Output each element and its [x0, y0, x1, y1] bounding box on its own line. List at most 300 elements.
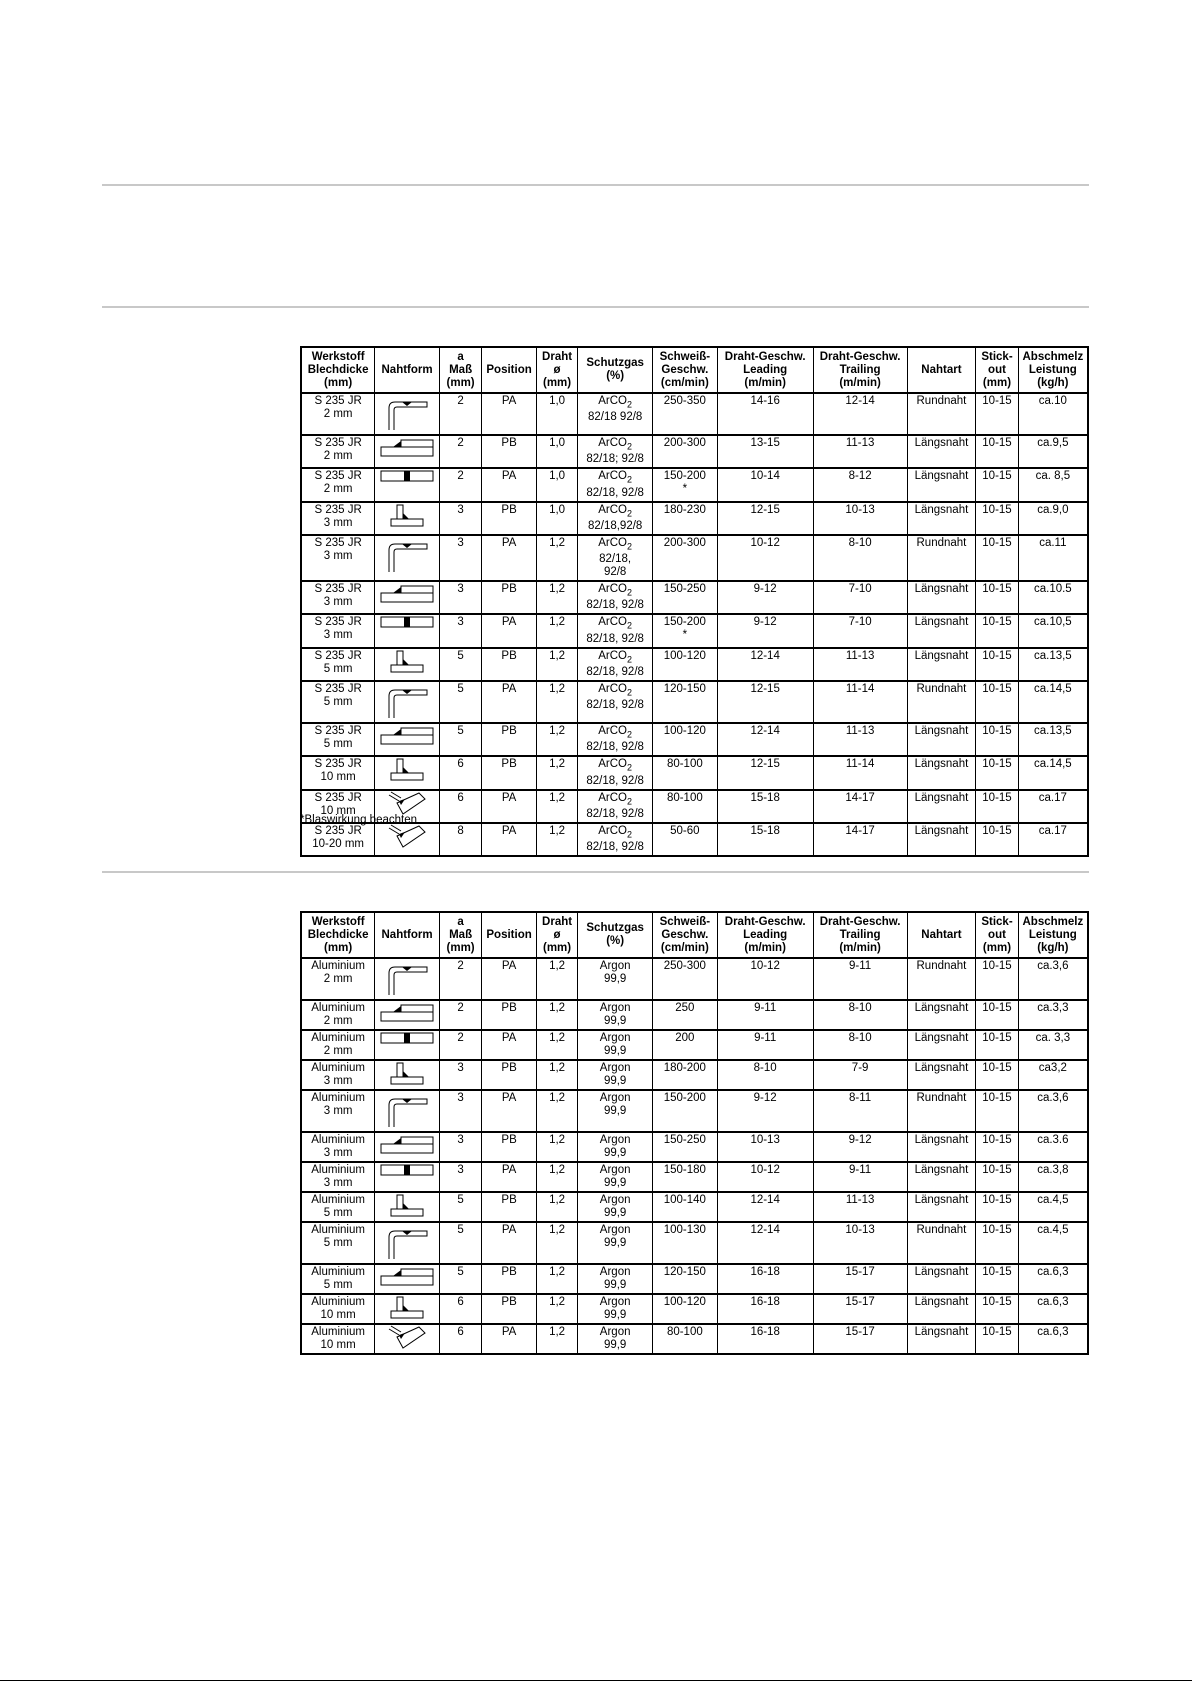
- cell-weld-speed: 150-250: [653, 1132, 718, 1162]
- cell-a-mass: 6: [439, 790, 481, 823]
- cell-a-mass: 5: [439, 681, 481, 723]
- cell-weld-speed: 120-150: [653, 1264, 718, 1294]
- cell-wire-speed-leading: 16-18: [717, 1294, 813, 1324]
- fillet-weld-corner-icon: [375, 394, 439, 432]
- cell-wire-diameter: 1,2: [536, 756, 577, 789]
- cell-weld-speed: 80-100: [653, 756, 718, 789]
- cell-shielding-gas: Argon 99,9: [578, 1192, 653, 1222]
- butt-weld-icon: [375, 469, 439, 483]
- cell-wire-speed-leading: 14-16: [717, 393, 813, 435]
- fillet-weld-corner-icon: [375, 682, 439, 720]
- table-row: [301, 435, 1088, 468]
- cell-deposition-rate: ca.10.5: [1018, 581, 1088, 614]
- cell-seam-type: Längsnaht: [907, 1264, 976, 1294]
- cell-wire-speed-leading: 12-14: [717, 1222, 813, 1264]
- column-header: Draht-Geschw. Trailing (m/min): [813, 912, 907, 958]
- cell-nahtform: [375, 648, 440, 681]
- cell-position: PB: [482, 723, 537, 756]
- cell-deposition-rate: ca.10: [1018, 393, 1088, 435]
- cell-wire-speed-trailing: 10-13: [813, 502, 907, 535]
- cell-shielding-gas: ArCO$_2$ 82/18, 92/8: [578, 535, 653, 581]
- cell-wire-speed-leading: 9-12: [717, 1090, 813, 1132]
- cell-a-mass: 3: [439, 1090, 481, 1132]
- cell-weld-speed: 120-150: [653, 681, 718, 723]
- cell-stickout: 10-15: [976, 581, 1018, 614]
- cell-nahtform: [375, 393, 440, 435]
- cell-material: Aluminium 3 mm: [301, 1162, 375, 1192]
- butt-weld-icon: [375, 1163, 439, 1177]
- cell-shielding-gas: Argon 99,9: [578, 1294, 653, 1324]
- table-row: [301, 581, 1088, 614]
- cell-nahtform: [375, 1030, 440, 1060]
- cell-seam-type: Längsnaht: [907, 723, 976, 756]
- cell-weld-speed: 250-300: [653, 958, 718, 1000]
- cell-position: PB: [482, 1000, 537, 1030]
- cell-weld-speed: 200: [653, 1030, 718, 1060]
- cell-position: PA: [482, 958, 537, 1000]
- cell-a-mass: 2: [439, 393, 481, 435]
- cell-a-mass: 3: [439, 614, 481, 647]
- cell-wire-speed-leading: 15-18: [717, 790, 813, 823]
- column-header: Nahtform: [375, 912, 440, 958]
- t-joint-weld-icon: [375, 757, 439, 781]
- column-header: Draht-Geschw. Trailing (m/min): [813, 347, 907, 393]
- cell-material: Aluminium 2 mm: [301, 1000, 375, 1030]
- cell-stickout: 10-15: [976, 1030, 1018, 1060]
- cell-deposition-rate: ca.14,5: [1018, 756, 1088, 789]
- cell-wire-speed-leading: 12-14: [717, 1192, 813, 1222]
- cell-deposition-rate: ca.4,5: [1018, 1192, 1088, 1222]
- cell-material: S 235 JR 10-20 mm: [301, 823, 375, 856]
- table-row: [301, 535, 1088, 581]
- cell-seam-type: Längsnaht: [907, 581, 976, 614]
- cell-weld-speed: 150-180: [653, 1162, 718, 1192]
- cell-wire-speed-leading: 9-12: [717, 614, 813, 647]
- t-joint-weld-icon: [375, 649, 439, 673]
- cell-material: S 235 JR 3 mm: [301, 614, 375, 647]
- table-row: [301, 756, 1088, 789]
- steel-weld-parameter-table: [300, 346, 1089, 857]
- divider: [102, 184, 1089, 186]
- cell-wire-diameter: 1,2: [536, 648, 577, 681]
- cell-a-mass: 3: [439, 1060, 481, 1090]
- table-row: [301, 1162, 1088, 1192]
- cell-stickout: 10-15: [976, 1294, 1018, 1324]
- cell-shielding-gas: ArCO$_2$ 82/18, 92/8: [578, 648, 653, 681]
- cell-deposition-rate: ca.6,3: [1018, 1324, 1088, 1354]
- cell-weld-speed: 150-200 *: [653, 614, 718, 647]
- table-row: [301, 502, 1088, 535]
- table-row: [301, 1090, 1088, 1132]
- cell-position: PB: [482, 581, 537, 614]
- cell-wire-speed-leading: 12-14: [717, 723, 813, 756]
- cell-material: S 235 JR 2 mm: [301, 393, 375, 435]
- cell-shielding-gas: ArCO$_2$ 82/18, 92/8: [578, 723, 653, 756]
- cell-wire-speed-leading: 10-12: [717, 1162, 813, 1192]
- cell-deposition-rate: ca.3,8: [1018, 1162, 1088, 1192]
- table-row: [301, 1060, 1088, 1090]
- cell-a-mass: 5: [439, 1192, 481, 1222]
- cell-material: S 235 JR 10 mm: [301, 756, 375, 789]
- column-header: a Maß (mm): [439, 347, 481, 393]
- cell-seam-type: Längsnaht: [907, 1294, 976, 1324]
- cell-a-mass: 8: [439, 823, 481, 856]
- cell-seam-type: Rundnaht: [907, 1222, 976, 1264]
- cell-stickout: 10-15: [976, 1264, 1018, 1294]
- cell-a-mass: 3: [439, 581, 481, 614]
- table-row: [301, 1132, 1088, 1162]
- lap-weld-icon: [375, 1265, 439, 1287]
- cell-wire-speed-trailing: 8-10: [813, 1030, 907, 1060]
- cell-wire-speed-trailing: 9-11: [813, 958, 907, 1000]
- angled-fillet-weld-icon: [375, 791, 439, 815]
- cell-shielding-gas: ArCO$_2$ 82/18, 92/8: [578, 823, 653, 856]
- cell-nahtform: [375, 1060, 440, 1090]
- lap-weld-icon: [375, 582, 439, 604]
- cell-wire-diameter: 1,0: [536, 468, 577, 501]
- cell-material: Aluminium 10 mm: [301, 1294, 375, 1324]
- cell-position: PB: [482, 1192, 537, 1222]
- cell-stickout: 10-15: [976, 1000, 1018, 1030]
- cell-weld-speed: 250-350: [653, 393, 718, 435]
- cell-position: PA: [482, 393, 537, 435]
- cell-wire-speed-trailing: 10-13: [813, 1222, 907, 1264]
- cell-wire-speed-trailing: 15-17: [813, 1264, 907, 1294]
- column-header: Stick- out (mm): [976, 347, 1018, 393]
- t-joint-weld-icon: [375, 1193, 439, 1217]
- cell-seam-type: Längsnaht: [907, 1030, 976, 1060]
- cell-material: Aluminium 2 mm: [301, 958, 375, 1000]
- table-row: [301, 1192, 1088, 1222]
- cell-wire-speed-trailing: 7-10: [813, 581, 907, 614]
- cell-a-mass: 5: [439, 648, 481, 681]
- cell-stickout: 10-15: [976, 823, 1018, 856]
- cell-weld-speed: 150-250: [653, 581, 718, 614]
- cell-material: Aluminium 5 mm: [301, 1222, 375, 1264]
- t-joint-weld-icon: [375, 1295, 439, 1319]
- cell-stickout: 10-15: [976, 723, 1018, 756]
- cell-stickout: 10-15: [976, 468, 1018, 501]
- cell-wire-speed-trailing: 7-9: [813, 1060, 907, 1090]
- cell-material: Aluminium 5 mm: [301, 1192, 375, 1222]
- cell-seam-type: Längsnaht: [907, 648, 976, 681]
- cell-seam-type: Längsnaht: [907, 1192, 976, 1222]
- cell-material: Aluminium 3 mm: [301, 1132, 375, 1162]
- cell-nahtform: [375, 535, 440, 581]
- cell-stickout: 10-15: [976, 1162, 1018, 1192]
- cell-position: PB: [482, 1294, 537, 1324]
- fillet-weld-corner-icon: [375, 1223, 439, 1261]
- column-header: Schutzgas (%): [578, 912, 653, 958]
- cell-deposition-rate: ca.11: [1018, 535, 1088, 581]
- cell-shielding-gas: ArCO$_2$ 82/18, 92/8: [578, 581, 653, 614]
- cell-seam-type: Rundnaht: [907, 393, 976, 435]
- cell-wire-speed-leading: 10-12: [717, 535, 813, 581]
- column-header: Schweiß- Geschw. (cm/min): [653, 912, 718, 958]
- column-header: Stick- out (mm): [976, 912, 1018, 958]
- cell-wire-speed-trailing: 11-13: [813, 723, 907, 756]
- cell-wire-speed-leading: 12-15: [717, 502, 813, 535]
- cell-position: PA: [482, 823, 537, 856]
- cell-wire-speed-trailing: 9-11: [813, 1162, 907, 1192]
- cell-stickout: 10-15: [976, 648, 1018, 681]
- lap-weld-icon: [375, 724, 439, 746]
- cell-wire-diameter: 1,2: [536, 535, 577, 581]
- cell-seam-type: Längsnaht: [907, 502, 976, 535]
- cell-wire-speed-leading: 8-10: [717, 1060, 813, 1090]
- cell-shielding-gas: Argon 99,9: [578, 1132, 653, 1162]
- table-row: [301, 823, 1088, 856]
- cell-nahtform: [375, 958, 440, 1000]
- cell-seam-type: Längsnaht: [907, 1060, 976, 1090]
- cell-seam-type: Längsnaht: [907, 435, 976, 468]
- cell-shielding-gas: ArCO$_2$ 82/18, 92/8: [578, 756, 653, 789]
- cell-deposition-rate: ca.9,5: [1018, 435, 1088, 468]
- cell-seam-type: Längsnaht: [907, 756, 976, 789]
- cell-shielding-gas: Argon 99,9: [578, 1090, 653, 1132]
- table-row: [301, 1222, 1088, 1264]
- cell-position: PA: [482, 614, 537, 647]
- cell-position: PB: [482, 502, 537, 535]
- cell-nahtform: [375, 823, 440, 856]
- fillet-weld-corner-icon: [375, 1091, 439, 1129]
- cell-shielding-gas: ArCO$_2$ 82/18 92/8: [578, 393, 653, 435]
- cell-wire-diameter: 1,2: [536, 1222, 577, 1264]
- cell-wire-speed-trailing: 14-17: [813, 823, 907, 856]
- column-header: Schutzgas (%): [578, 347, 653, 393]
- cell-wire-diameter: 1,2: [536, 823, 577, 856]
- cell-shielding-gas: Argon 99,9: [578, 1324, 653, 1354]
- cell-wire-diameter: 1,2: [536, 1294, 577, 1324]
- cell-position: PA: [482, 1222, 537, 1264]
- cell-wire-speed-leading: 10-14: [717, 468, 813, 501]
- cell-deposition-rate: ca. 3,3: [1018, 1030, 1088, 1060]
- column-header: Position: [482, 912, 537, 958]
- cell-deposition-rate: ca.6,3: [1018, 1264, 1088, 1294]
- cell-nahtform: [375, 1132, 440, 1162]
- cell-nahtform: [375, 581, 440, 614]
- table-row: [301, 723, 1088, 756]
- cell-wire-diameter: 1,2: [536, 723, 577, 756]
- cell-wire-diameter: 1,2: [536, 790, 577, 823]
- cell-weld-speed: 200-300: [653, 435, 718, 468]
- cell-weld-speed: 250: [653, 1000, 718, 1030]
- cell-wire-diameter: 1,2: [536, 1324, 577, 1354]
- cell-wire-diameter: 1,2: [536, 1060, 577, 1090]
- cell-shielding-gas: ArCO$_2$ 82/18, 92/8: [578, 468, 653, 501]
- butt-weld-icon: [375, 615, 439, 629]
- cell-stickout: 10-15: [976, 1060, 1018, 1090]
- cell-a-mass: 5: [439, 1222, 481, 1264]
- aluminium-weld-parameter-table: [300, 911, 1089, 1355]
- cell-stickout: 10-15: [976, 1192, 1018, 1222]
- cell-wire-speed-leading: 13-15: [717, 435, 813, 468]
- cell-nahtform: [375, 1090, 440, 1132]
- cell-position: PA: [482, 790, 537, 823]
- cell-position: PA: [482, 535, 537, 581]
- cell-weld-speed: 50-60: [653, 823, 718, 856]
- cell-deposition-rate: ca.4,5: [1018, 1222, 1088, 1264]
- cell-wire-speed-leading: 9-11: [717, 1030, 813, 1060]
- cell-nahtform: [375, 723, 440, 756]
- cell-nahtform: [375, 435, 440, 468]
- cell-seam-type: Rundnaht: [907, 535, 976, 581]
- cell-stickout: 10-15: [976, 535, 1018, 581]
- cell-a-mass: 5: [439, 1264, 481, 1294]
- cell-weld-speed: 100-120: [653, 1294, 718, 1324]
- cell-wire-diameter: 1,0: [536, 502, 577, 535]
- cell-position: PB: [482, 648, 537, 681]
- cell-deposition-rate: ca.3,3: [1018, 1000, 1088, 1030]
- column-header: Werkstoff Blechdicke (mm): [301, 347, 375, 393]
- cell-a-mass: 2: [439, 1030, 481, 1060]
- cell-stickout: 10-15: [976, 1090, 1018, 1132]
- cell-stickout: 10-15: [976, 1324, 1018, 1354]
- cell-seam-type: Längsnaht: [907, 614, 976, 647]
- cell-position: PA: [482, 1090, 537, 1132]
- column-header: Nahtart: [907, 912, 976, 958]
- cell-deposition-rate: ca.3,6: [1018, 1090, 1088, 1132]
- cell-shielding-gas: Argon 99,9: [578, 958, 653, 1000]
- cell-weld-speed: 100-130: [653, 1222, 718, 1264]
- cell-seam-type: Längsnaht: [907, 790, 976, 823]
- cell-a-mass: 3: [439, 502, 481, 535]
- cell-wire-diameter: 1,2: [536, 614, 577, 647]
- cell-wire-diameter: 1,0: [536, 393, 577, 435]
- cell-weld-speed: 100-140: [653, 1192, 718, 1222]
- table-row: [301, 468, 1088, 501]
- cell-seam-type: Rundnaht: [907, 681, 976, 723]
- cell-wire-diameter: 1,2: [536, 681, 577, 723]
- cell-material: Aluminium 2 mm: [301, 1030, 375, 1060]
- cell-wire-speed-leading: 9-12: [717, 581, 813, 614]
- cell-weld-speed: 80-100: [653, 790, 718, 823]
- cell-stickout: 10-15: [976, 756, 1018, 789]
- cell-shielding-gas: Argon 99,9: [578, 1162, 653, 1192]
- table-row: [301, 1264, 1088, 1294]
- cell-material: Aluminium 10 mm: [301, 1324, 375, 1354]
- cell-material: Aluminium 5 mm: [301, 1264, 375, 1294]
- cell-deposition-rate: ca.17: [1018, 790, 1088, 823]
- cell-weld-speed: 150-200 *: [653, 468, 718, 501]
- column-header: Draht ø (mm): [536, 912, 577, 958]
- cell-material: S 235 JR 10 mm: [301, 790, 375, 823]
- cell-shielding-gas: Argon 99,9: [578, 1030, 653, 1060]
- column-header: Werkstoff Blechdicke (mm): [301, 912, 375, 958]
- table-header-row: [301, 912, 1088, 958]
- cell-wire-speed-trailing: 11-13: [813, 435, 907, 468]
- cell-seam-type: Längsnaht: [907, 823, 976, 856]
- cell-wire-speed-leading: 16-18: [717, 1324, 813, 1354]
- cell-stickout: 10-15: [976, 435, 1018, 468]
- column-header: Schweiß- Geschw. (cm/min): [653, 347, 718, 393]
- cell-nahtform: [375, 1294, 440, 1324]
- cell-weld-speed: 180-200: [653, 1060, 718, 1090]
- column-header: Nahtart: [907, 347, 976, 393]
- column-header: Abschmelz Leistung (kg/h): [1018, 347, 1088, 393]
- cell-position: PB: [482, 1060, 537, 1090]
- butt-weld-icon: [375, 1031, 439, 1045]
- cell-seam-type: Längsnaht: [907, 1162, 976, 1192]
- cell-seam-type: Rundnaht: [907, 1090, 976, 1132]
- cell-a-mass: 6: [439, 1324, 481, 1354]
- cell-seam-type: Längsnaht: [907, 468, 976, 501]
- column-header: Nahtform: [375, 347, 440, 393]
- cell-position: PA: [482, 681, 537, 723]
- cell-deposition-rate: ca.9,0: [1018, 502, 1088, 535]
- cell-wire-speed-trailing: 15-17: [813, 1324, 907, 1354]
- cell-deposition-rate: ca.17: [1018, 823, 1088, 856]
- cell-seam-type: Längsnaht: [907, 1132, 976, 1162]
- cell-wire-speed-trailing: 11-13: [813, 1192, 907, 1222]
- table-row: [301, 393, 1088, 435]
- cell-wire-speed-leading: 12-15: [717, 681, 813, 723]
- lap-weld-icon: [375, 436, 439, 458]
- cell-position: PB: [482, 435, 537, 468]
- table-row: [301, 681, 1088, 723]
- cell-seam-type: Rundnaht: [907, 958, 976, 1000]
- cell-a-mass: 6: [439, 756, 481, 789]
- cell-stickout: 10-15: [976, 502, 1018, 535]
- cell-material: S 235 JR 5 mm: [301, 681, 375, 723]
- cell-wire-speed-trailing: 8-11: [813, 1090, 907, 1132]
- lap-weld-icon: [375, 1001, 439, 1023]
- cell-stickout: 10-15: [976, 958, 1018, 1000]
- cell-position: PA: [482, 1030, 537, 1060]
- column-header: Draht-Geschw. Leading (m/min): [717, 347, 813, 393]
- cell-deposition-rate: ca.10,5: [1018, 614, 1088, 647]
- divider: [102, 871, 1089, 873]
- cell-shielding-gas: Argon 99,9: [578, 1000, 653, 1030]
- cell-wire-diameter: 1,2: [536, 1030, 577, 1060]
- fillet-weld-corner-icon: [375, 959, 439, 997]
- cell-material: S 235 JR 2 mm: [301, 435, 375, 468]
- cell-seam-type: Längsnaht: [907, 1324, 976, 1354]
- cell-material: Aluminium 3 mm: [301, 1090, 375, 1132]
- cell-wire-diameter: 1,2: [536, 958, 577, 1000]
- angled-fillet-weld-icon: [375, 824, 439, 848]
- cell-material: S 235 JR 2 mm: [301, 468, 375, 501]
- cell-weld-speed: 80-100: [653, 1324, 718, 1354]
- table-row: [301, 648, 1088, 681]
- t-joint-weld-icon: [375, 503, 439, 527]
- table-row: [301, 614, 1088, 647]
- cell-deposition-rate: ca.13,5: [1018, 723, 1088, 756]
- cell-wire-speed-trailing: 8-12: [813, 468, 907, 501]
- cell-nahtform: [375, 1264, 440, 1294]
- fillet-weld-corner-icon: [375, 536, 439, 574]
- table-row: [301, 1294, 1088, 1324]
- cell-wire-speed-leading: 16-18: [717, 1264, 813, 1294]
- cell-nahtform: [375, 1000, 440, 1030]
- cell-wire-speed-leading: 12-15: [717, 756, 813, 789]
- cell-a-mass: 2: [439, 468, 481, 501]
- cell-wire-speed-trailing: 15-17: [813, 1294, 907, 1324]
- cell-shielding-gas: ArCO$_2$ 82/18; 92/8: [578, 435, 653, 468]
- cell-a-mass: 2: [439, 1000, 481, 1030]
- t-joint-weld-icon: [375, 1061, 439, 1085]
- cell-wire-diameter: 1,2: [536, 1000, 577, 1030]
- cell-material: S 235 JR 5 mm: [301, 648, 375, 681]
- cell-a-mass: 3: [439, 1132, 481, 1162]
- cell-position: PB: [482, 1132, 537, 1162]
- cell-nahtform: [375, 1222, 440, 1264]
- cell-position: PA: [482, 1324, 537, 1354]
- cell-material: S 235 JR 3 mm: [301, 581, 375, 614]
- cell-weld-speed: 180-230: [653, 502, 718, 535]
- lap-weld-icon: [375, 1133, 439, 1155]
- cell-shielding-gas: ArCO$_2$ 82/18, 92/8: [578, 614, 653, 647]
